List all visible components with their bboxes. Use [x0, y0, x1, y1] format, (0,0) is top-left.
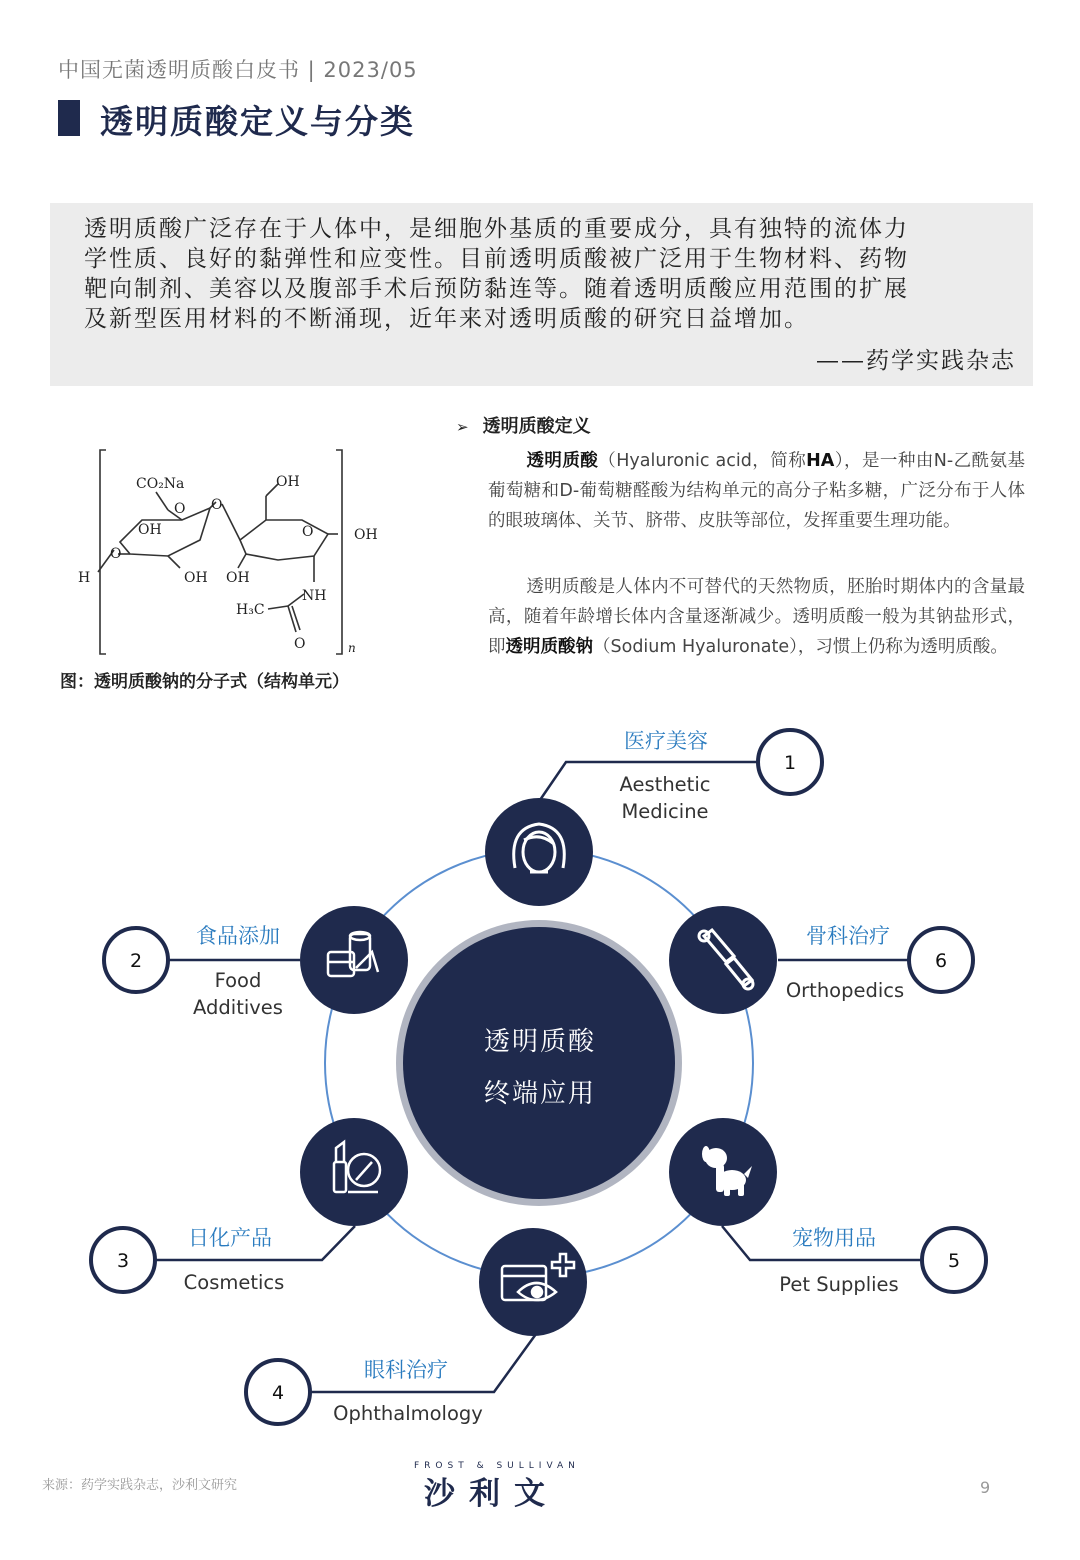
label-oh: OH	[184, 570, 208, 586]
node-ophthalmology	[479, 1228, 587, 1336]
label-cn-2: 食品添加	[196, 924, 280, 948]
label-en-3: Cosmetics	[183, 1271, 285, 1294]
report-header: 中国无菌透明质酸白皮书 | 2023/05	[58, 58, 418, 82]
quote-line: 及新型医用材料的不断涌现，近年来对透明质酸的研究日益增加。	[84, 306, 809, 332]
label-cn-1: 医疗美容	[624, 729, 708, 753]
quote-line: 透明质酸广泛存在于人体中，是细胞外基质的重要成分，具有独特的流体力	[84, 216, 909, 242]
label-o: O	[294, 636, 306, 652]
label-cn-4: 眼科治疗	[364, 1358, 448, 1382]
label-oh: OH	[226, 570, 250, 586]
molecule-structure	[70, 444, 400, 660]
quote-line: 靶向制剂、美容以及腹部手术后预防黏连等。随着透明质酸应用范围的扩展	[84, 276, 909, 302]
node-aesthetic	[485, 798, 593, 906]
term-sodium-ha: 透明质酸钠	[505, 637, 593, 657]
label-h: H	[78, 570, 91, 586]
label-cn-3: 日化产品	[188, 1226, 272, 1250]
number-6: 6	[934, 950, 948, 972]
label-nh: NH	[302, 588, 327, 604]
center-circle	[403, 927, 675, 1199]
label-oh: OH	[138, 522, 162, 538]
label-en-1: Aesthetic Medicine	[619, 773, 711, 823]
label-o: O	[110, 546, 122, 562]
definition-paragraph-2: 透明质酸是人体内不可替代的天然物质，胚胎时期体内的含量最高，随着年龄增长体内含量逐渐减少。透明质酸一般为其钠盐形式，即透明质酸钠（Sodium Hyaluronate），习惯上仍称为透明质酸。	[488, 577, 1025, 657]
node-pet	[669, 1118, 777, 1226]
label-en-4: Ophthalmology	[333, 1402, 483, 1425]
label-n: n	[348, 641, 356, 655]
definition-paragraph-1: 透明质酸（Hyaluronic acid，简称HA），是一种由N-乙酰氨基葡萄糖和D-葡萄糖醛酸为结构单元的高分子粘多糖，广泛分布于人体的眼玻璃体、关节、脐带、皮肤等部位，发挥重要生理功能。	[488, 451, 1025, 531]
arrow-bullet-icon: ➢	[456, 418, 469, 436]
quote-source: ——药学实践杂志	[816, 348, 1016, 374]
number-4: 4	[271, 1382, 285, 1404]
page-number: 9	[980, 1478, 991, 1497]
logo-english: FROST & SULLIVAN	[414, 1461, 580, 1471]
footer-source: 来源：药学实践杂志，沙利文研究	[42, 1478, 238, 1493]
section-heading-text: 透明质酸定义	[482, 416, 591, 437]
node-orthopedics	[669, 906, 777, 1014]
number-5: 5	[947, 1250, 961, 1272]
label-o: O	[211, 497, 223, 513]
center-title-line1: 透明质酸	[483, 1027, 596, 1057]
label-o: O	[302, 524, 314, 540]
node-food	[300, 906, 408, 1014]
number-3: 3	[116, 1250, 130, 1272]
label-oh: OH	[354, 527, 378, 543]
label-h3c: H₃C	[236, 602, 265, 618]
figure-caption: 图：透明质酸钠的分子式（结构单元）	[60, 672, 349, 692]
node-cosmetics	[300, 1118, 408, 1226]
number-2: 2	[129, 950, 143, 972]
title-accent-bar	[58, 100, 80, 136]
label-en-6: Orthopedics	[785, 979, 905, 1002]
term-ha: 透明质酸	[526, 451, 599, 471]
quote-text	[84, 214, 1006, 334]
number-1: 1	[783, 752, 797, 774]
section-heading	[456, 412, 591, 438]
quote-line: 学性质、良好的黏弹性和应变性。目前透明质酸被广泛用于生物材料、药物	[84, 246, 909, 272]
center-title-line2: 终端应用	[483, 1079, 596, 1109]
label-cn-6: 骨科治疗	[806, 924, 890, 948]
label-oh: OH	[276, 474, 300, 490]
label-cn-5: 宠物用品	[792, 1226, 876, 1250]
logo-chinese: 沙利文	[424, 1476, 559, 1512]
label-en-2: Food Additives	[193, 969, 283, 1019]
page-title: 透明质酸定义与分类	[100, 102, 415, 141]
applications-diagram	[0, 700, 1080, 1440]
label-en-5: Pet Supplies	[779, 1273, 899, 1296]
label-co2na: CO₂Na	[136, 476, 185, 492]
label-o: O	[174, 501, 186, 517]
